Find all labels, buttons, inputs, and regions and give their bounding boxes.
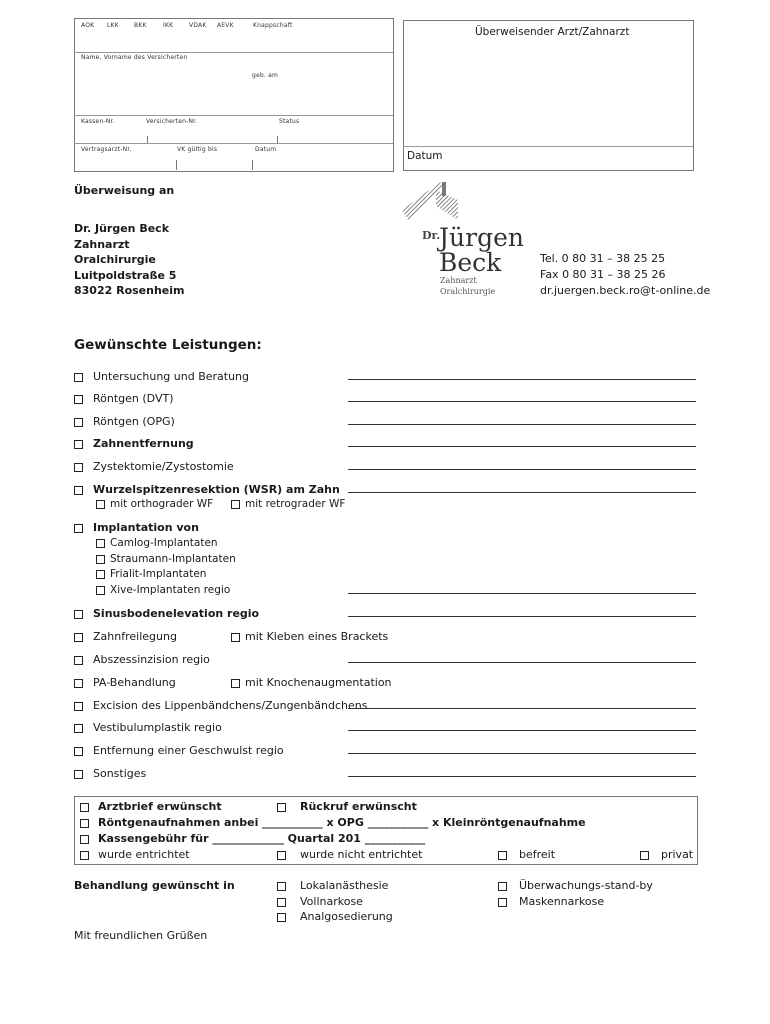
logo-line1: Zahnarzt xyxy=(440,276,477,285)
service-line[interactable] xyxy=(348,469,696,470)
service-line[interactable] xyxy=(348,730,696,731)
checkbox[interactable] xyxy=(96,500,105,509)
option-label: Analgosedierung xyxy=(300,910,393,923)
checkbox[interactable] xyxy=(74,440,83,449)
entrichtet-option[interactable] xyxy=(80,848,190,861)
checkbox[interactable] xyxy=(231,500,240,509)
service-label: Röntgen (OPG) xyxy=(93,415,175,428)
insurance-divider-2 xyxy=(74,115,393,116)
checkbox[interactable] xyxy=(74,724,83,733)
logo-last-name: Beck xyxy=(439,248,502,277)
kasse-aevk: AEVK xyxy=(217,22,234,29)
treatment-maskennarkose[interactable] xyxy=(498,895,604,908)
zahnfreilegung-brackets[interactable] xyxy=(231,630,388,643)
service-label: Implantation von xyxy=(93,521,199,534)
contact-fax: Fax 0 80 31 – 38 25 26 xyxy=(540,268,666,281)
option-label: Maskennarkose xyxy=(519,895,605,908)
checkbox[interactable] xyxy=(96,539,105,548)
service-line[interactable] xyxy=(348,593,696,594)
service-label: Entfernung einer Geschwulst regio xyxy=(93,744,284,757)
contact-email[interactable]: dr.juergen.beck.ro@t-online.de xyxy=(540,284,711,297)
option-label: wurde nicht entrichtet xyxy=(300,848,423,861)
treatment-label: Behandlung gewünscht in xyxy=(74,879,235,892)
checkbox[interactable] xyxy=(277,882,286,891)
service-line[interactable] xyxy=(348,492,696,493)
service-line[interactable] xyxy=(348,753,696,754)
service-zahnentfernung[interactable] xyxy=(74,437,194,450)
option-label: Rückruf erwünscht xyxy=(300,800,417,813)
nicht-entrichtet-option[interactable] xyxy=(277,848,422,861)
roentgen-option[interactable] xyxy=(80,816,586,829)
insurance-divider-3 xyxy=(74,143,393,144)
checkbox[interactable] xyxy=(498,851,507,860)
option-label: Frialit-Implantaten xyxy=(110,568,207,580)
insurance-tick-2 xyxy=(277,136,278,143)
checkbox[interactable] xyxy=(74,463,83,472)
referral-address xyxy=(74,221,185,299)
checkbox[interactable] xyxy=(498,898,507,907)
service-line[interactable] xyxy=(348,616,696,617)
service-line[interactable] xyxy=(348,446,696,447)
insurance-tick-1 xyxy=(147,136,148,143)
service-geschwulst[interactable] xyxy=(74,744,284,757)
closing-text: Mit freundlichen Grüßen xyxy=(74,929,208,942)
treatment-analgosedierung[interactable] xyxy=(277,910,393,923)
rueckruf-option[interactable] xyxy=(277,800,417,813)
address-line: Zahnarzt xyxy=(74,237,130,251)
service-line[interactable] xyxy=(348,424,696,425)
checkbox[interactable] xyxy=(96,586,105,595)
arztbrief-option[interactable] xyxy=(80,800,222,813)
logo-first-name: Jürgen xyxy=(439,223,524,252)
service-label: Zahnfreilegung xyxy=(93,630,177,643)
option-label: befreit xyxy=(519,848,556,861)
checkbox[interactable] xyxy=(74,486,83,495)
implant-xive[interactable] xyxy=(96,584,230,596)
address-line: 83022 Rosenheim xyxy=(74,284,185,298)
checkbox[interactable] xyxy=(80,803,89,812)
option-label: mit retrograder WF xyxy=(245,498,346,510)
option-label: Xive-Implantaten regio xyxy=(110,584,231,596)
privat-option[interactable] xyxy=(640,848,693,861)
service-label: Vestibulumplastik regio xyxy=(93,721,222,734)
implant-straumann[interactable] xyxy=(96,553,236,565)
service-zystektomie[interactable] xyxy=(74,460,234,473)
checkbox[interactable] xyxy=(277,898,286,907)
insurance-tick-3 xyxy=(176,160,177,170)
checkbox[interactable] xyxy=(74,656,83,665)
insurance-tick-4 xyxy=(252,160,253,170)
kassen-nr-label: Kassen-Nr. xyxy=(81,118,115,125)
option-label: Lokalanästhesie xyxy=(300,879,389,892)
service-label: Röntgen (DVT) xyxy=(93,392,174,405)
checkbox[interactable] xyxy=(96,570,105,579)
kasse-knappschaft: Knappschaft xyxy=(253,22,293,29)
service-sonstiges[interactable] xyxy=(74,767,146,780)
option-label: wurde entrichtet xyxy=(98,848,190,861)
service-wsr[interactable] xyxy=(74,483,340,496)
address-line: Luitpoldstraße 5 xyxy=(74,268,177,282)
insurance-divider-1 xyxy=(74,52,393,53)
wsr-orthograd[interactable] xyxy=(96,498,213,510)
befreit-option[interactable] xyxy=(498,848,555,861)
service-line[interactable] xyxy=(348,776,696,777)
service-excision[interactable] xyxy=(74,699,367,712)
contact-tel: Tel. 0 80 31 – 38 25 25 xyxy=(540,252,666,265)
referrer-datum: Datum xyxy=(407,150,443,162)
checkbox[interactable] xyxy=(74,418,83,427)
kasse-bkk: BKK xyxy=(134,22,147,29)
option-label: Kassengebühr für _____________ Quartal 201 ___________ xyxy=(98,832,426,845)
checkbox[interactable] xyxy=(74,524,83,533)
treatment-standby[interactable] xyxy=(498,879,653,892)
option-label: mit orthograder WF xyxy=(110,498,214,510)
kasse-lkk: LKK xyxy=(107,22,119,29)
wsr-retrograd[interactable] xyxy=(231,498,345,510)
services-heading: Gewünschte Leistungen: xyxy=(74,337,262,353)
service-label: Wurzelspitzenresektion (WSR) am Zahn xyxy=(93,483,340,496)
address-line: Dr. Jürgen Beck xyxy=(74,222,170,235)
checkbox[interactable] xyxy=(498,882,507,891)
checkbox[interactable] xyxy=(80,851,89,860)
checkbox[interactable] xyxy=(74,610,83,619)
service-label: Zystektomie/Zystostomie xyxy=(93,460,234,473)
versicherten-nr-label: Versicherten-Nr. xyxy=(146,118,198,125)
referrer-box[interactable] xyxy=(403,20,694,171)
service-abszess[interactable] xyxy=(74,653,210,666)
option-label: mit Kleben eines Brackets xyxy=(245,630,389,643)
address-line: Oralchirurgie xyxy=(74,253,156,267)
service-label: PA-Behandlung xyxy=(93,676,176,689)
service-implantation[interactable] xyxy=(74,521,199,534)
option-label: Arztbrief erwünscht xyxy=(98,800,222,813)
service-sinusboden[interactable] xyxy=(74,607,259,620)
service-dvt[interactable] xyxy=(74,392,174,405)
option-label: Straumann-Implantaten xyxy=(110,553,236,565)
referrer-divider xyxy=(403,146,693,147)
service-pa[interactable] xyxy=(74,676,176,689)
option-label: Röntgenaufnahmen anbei ___________ x OPG ___________ x Kleinröntgenaufnahme xyxy=(98,816,586,829)
option-label: privat xyxy=(661,848,694,861)
kasse-ikk: IKK xyxy=(163,22,174,29)
checkbox[interactable] xyxy=(80,835,89,844)
service-line[interactable] xyxy=(348,708,696,709)
checkbox[interactable] xyxy=(74,747,83,756)
referral-heading: Überweisung an xyxy=(74,184,175,197)
checkbox[interactable] xyxy=(74,679,83,688)
implant-frialit[interactable] xyxy=(96,568,206,580)
option-label: Camlog-Implantaten xyxy=(110,537,218,549)
service-zahnfreilegung[interactable] xyxy=(74,630,177,643)
service-untersuchung[interactable] xyxy=(74,370,249,383)
pa-knochenaugmentation[interactable] xyxy=(231,676,392,689)
service-label: Untersuchung und Beratung xyxy=(93,370,250,383)
checkbox[interactable] xyxy=(277,913,286,922)
vk-label: VK gültig bis xyxy=(177,146,218,153)
treatment-vollnarkose[interactable] xyxy=(277,895,363,908)
service-label: Sinusbodenelevation regio xyxy=(93,607,260,620)
service-vestibulumplastik[interactable] xyxy=(74,721,222,734)
checkbox[interactable] xyxy=(96,555,105,564)
status-label: Status xyxy=(279,118,300,125)
service-label: Sonstiges xyxy=(93,767,147,780)
birth-label: geb. am xyxy=(252,72,279,79)
checkbox[interactable] xyxy=(74,702,83,711)
insurance-datum-label: Datum xyxy=(255,146,277,153)
name-label: Name, Vorname des Versicherten xyxy=(81,54,188,61)
checkbox[interactable] xyxy=(74,373,83,382)
checkbox[interactable] xyxy=(640,851,649,860)
service-opg[interactable] xyxy=(74,415,175,428)
service-label: Zahnentfernung xyxy=(93,437,194,450)
checkbox[interactable] xyxy=(80,819,89,828)
kasse-aok: AOK xyxy=(81,22,95,29)
service-line[interactable] xyxy=(348,401,696,402)
checkbox[interactable] xyxy=(74,395,83,404)
checkbox[interactable] xyxy=(231,679,240,688)
option-label: Überwachungs-stand-by xyxy=(519,879,653,892)
vertragsarzt-label: Vertragsarzt-Nr. xyxy=(81,146,132,153)
logo-dr: Dr. xyxy=(422,229,441,242)
treatment-lokal[interactable] xyxy=(277,879,388,892)
kasse-vdak: VDAK xyxy=(189,22,207,29)
checkbox[interactable] xyxy=(74,770,83,779)
kassengebuehr-option[interactable] xyxy=(80,832,425,845)
checkbox[interactable] xyxy=(277,803,286,812)
referrer-title: Überweisender Arzt/Zahnarzt xyxy=(475,26,630,38)
checkbox[interactable] xyxy=(74,633,83,642)
checkbox[interactable] xyxy=(231,633,240,642)
checkbox[interactable] xyxy=(277,851,286,860)
service-label: Abszessinzision regio xyxy=(93,653,210,666)
service-line[interactable] xyxy=(348,662,696,663)
option-label: Vollnarkose xyxy=(300,895,363,908)
logo-line2: Oralchirurgie xyxy=(440,287,496,296)
service-line[interactable] xyxy=(348,379,696,380)
option-label: mit Knochenaugmentation xyxy=(245,676,392,689)
service-label: Excision des Lippenbändchens/Zungenbändchens xyxy=(93,699,368,712)
implant-camlog[interactable] xyxy=(96,537,218,549)
